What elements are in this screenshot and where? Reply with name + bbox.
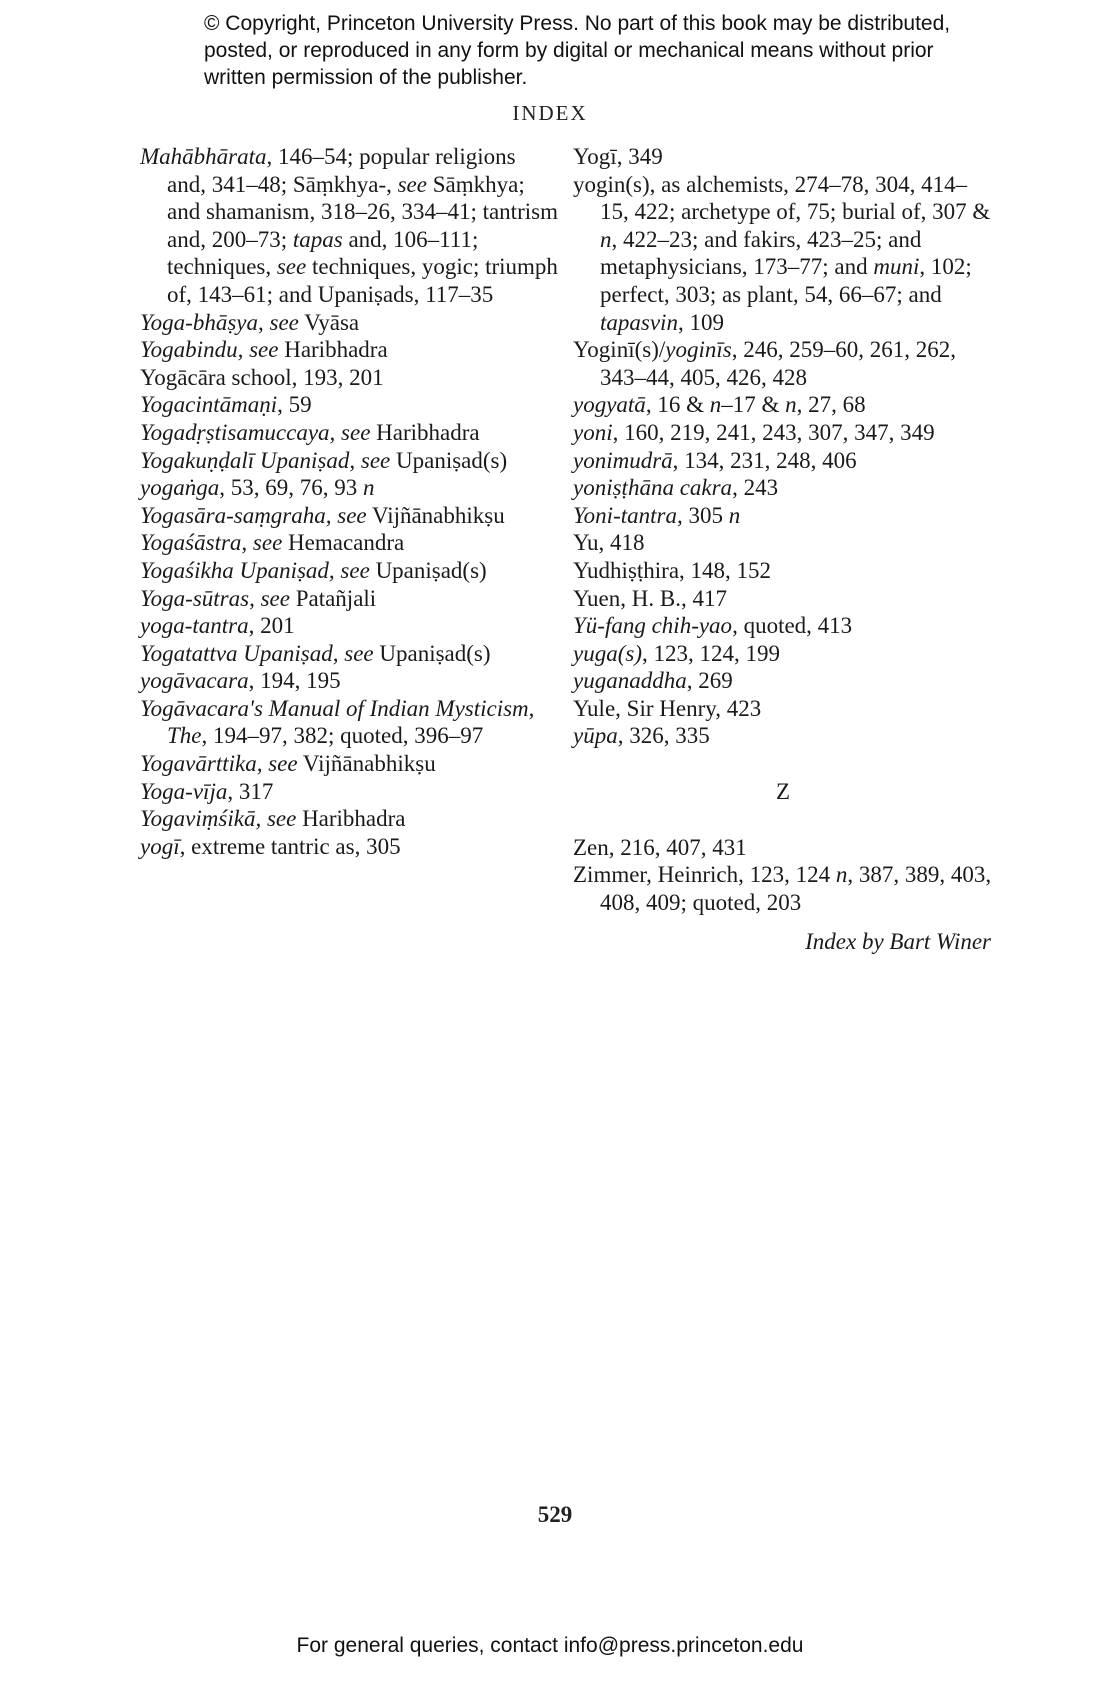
index-entry: Yogacintāmaṇi, 59 xyxy=(140,392,312,418)
index-entry: Yoga-bhāṣya, see Vyāsa xyxy=(140,309,360,335)
copyright-notice: © Copyright, Princeton University Press. No part of this book may be distributed, posted, or reproduced in any form by digital or mechanical means without prior written permission of the publisher. xyxy=(204,12,951,89)
index-entry: yūpa, 326, 335 xyxy=(573,723,710,749)
index-entry: Yule, Sir Henry, 423 xyxy=(573,695,762,721)
index-entry: yonimudrā, 134, 231, 248, 406 xyxy=(573,447,857,473)
index-entry: Yoga-vīja, 317 xyxy=(140,778,274,804)
index-entry: Yogaśikha Upaniṣad, see Upaniṣad(s) xyxy=(140,557,487,583)
page-number: 529 xyxy=(537,1502,573,1527)
index-entry: Yuen, H. B., 417 xyxy=(573,585,727,611)
page-header: INDEX xyxy=(512,101,588,125)
index-entry: yogī, extreme tantric as, 305 xyxy=(140,833,401,859)
index-entry: Yogī, 349 xyxy=(573,144,663,169)
index-credit: Index by Bart Winer xyxy=(805,929,991,955)
index-entry: yoni, 160, 219, 241, 243, 307, 347, 349 xyxy=(573,419,935,445)
index-entry: Yoni-tantra, 305 n xyxy=(573,502,741,528)
index-entry: Yogācāra school, 193, 201 xyxy=(140,364,384,390)
index-entry: yogin(s), as alchemists, 274–78, 304, 414–15, 422; archetype of, 75; burial of, 307 & n, 422–23; and fakirs, 423–25; and metaphysicians, 173–77; and muni, 102; perfect, 303; as plant, 54, 66–67; and tapasvin, 109 xyxy=(573,171,991,335)
index-entry: Yoga-sūtras, see Patañjali xyxy=(140,585,377,611)
index-entry: Yogaśāstra, see Hemacandra xyxy=(140,530,405,556)
index-entry: Yogabindu, see Haribhadra xyxy=(140,337,388,363)
index-entry: Yogadṛṣtisamuccaya, see Haribhadra xyxy=(140,419,480,445)
index-entry: Yogaviṃśikā, see Haribhadra xyxy=(140,806,406,832)
index-entry: Yogasāra-saṃgraha, see Vijñānabhikṣu xyxy=(140,502,505,528)
index-entry: yogyatā, 16 & n–17 & n, 27, 68 xyxy=(573,392,866,418)
footer-contact: For general queries, contact info@press.princeton.edu xyxy=(296,1634,804,1657)
index-entry: Yogakuṇḍalī Upaniṣad, see Upaniṣad(s) xyxy=(140,447,508,473)
index-entry: Yu, 418 xyxy=(573,530,645,556)
index-entry: Yogavārttika, see Vijñānabhikṣu xyxy=(140,751,436,777)
index-entry: Yü-fang chih-yao, quoted, 413 xyxy=(573,613,853,639)
index-entry: yuga(s), 123, 124, 199 xyxy=(573,640,780,666)
index-entry: Mahābhārata, 146–54; popular religions and, 341–48; Sāṃkhya-, see Sāṃkhya; and shamanism, 318–26, 334–41; tantrism and, 200–73; tapas and, 106–111; techniques, see techniques, yogic; triumph of, 143–61; and Upaniṣads, 117–35 xyxy=(140,144,558,307)
index-entry: Yudhiṣṭhira, 148, 152 xyxy=(573,557,772,583)
index-column-left xyxy=(140,143,560,860)
index-entry: yogāvacara, 194, 195 xyxy=(140,668,341,694)
index-entry: yoga-tantra, 201 xyxy=(140,613,295,639)
index-entries-y xyxy=(573,143,993,750)
index-entry: Zen, 216, 407, 431 xyxy=(573,834,747,860)
index-entries-z xyxy=(573,834,993,917)
index-entry: yuganaddha, 269 xyxy=(573,668,733,694)
section-letter: Z xyxy=(775,779,791,805)
index-entry: Yogatattva Upaniṣad, see Upaniṣad(s) xyxy=(140,640,491,666)
index-entry: Yoginī(s)/yoginīs, 246, 259–60, 261, 262, 343–44, 405, 426, 428 xyxy=(573,337,956,390)
index-column-right xyxy=(573,143,993,956)
index-entry: yogaṅga, 53, 69, 76, 93 n xyxy=(140,475,375,501)
index-entry: yoniṣṭhāna cakra, 243 xyxy=(573,475,779,501)
index-entry: Zimmer, Heinrich, 123, 124 n, 387, 389, 403, 408, 409; quoted, 203 xyxy=(573,862,992,915)
index-entry: Yogāvacara's Manual of Indian Mysticism, The, 194–97, 382; quoted, 396–97 xyxy=(140,695,535,749)
